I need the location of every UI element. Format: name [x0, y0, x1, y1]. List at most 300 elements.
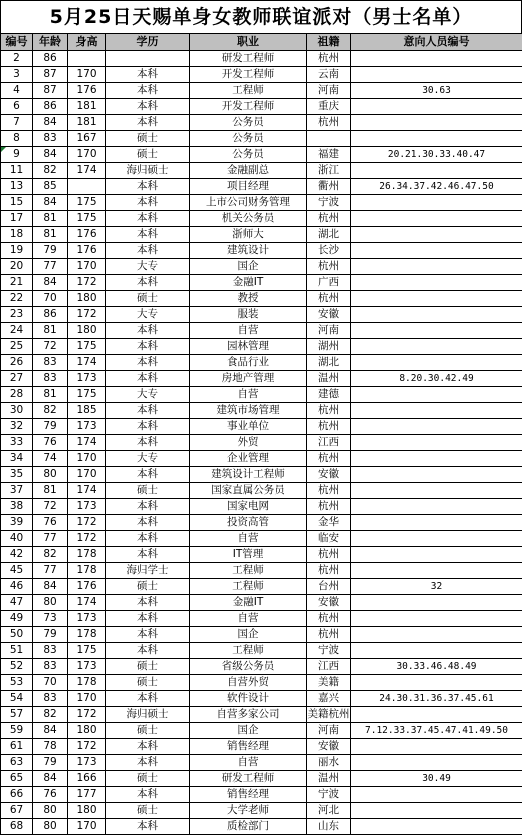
- cell-occupation[interactable]: 国家电网: [190, 499, 307, 515]
- cell-age[interactable]: 84: [33, 771, 68, 787]
- cell-origin[interactable]: 杭州: [307, 419, 351, 435]
- cell-origin[interactable]: 宁波: [307, 643, 351, 659]
- cell-height[interactable]: 167: [68, 131, 106, 147]
- cell-intent[interactable]: [351, 67, 522, 83]
- cell-height[interactable]: 166: [68, 771, 106, 787]
- cell-age[interactable]: 82: [33, 547, 68, 563]
- cell-intent[interactable]: [351, 403, 522, 419]
- cell-intent[interactable]: [351, 467, 522, 483]
- cell-occupation[interactable]: 销售经理: [190, 787, 307, 803]
- cell-age[interactable]: 83: [33, 371, 68, 387]
- cell-education[interactable]: 本科: [106, 275, 190, 291]
- cell-intent[interactable]: 30.63: [351, 83, 522, 99]
- cell-height[interactable]: 174: [68, 163, 106, 179]
- cell-occupation[interactable]: 浙师大: [190, 227, 307, 243]
- cell-occupation[interactable]: 投资高管: [190, 515, 307, 531]
- cell-origin[interactable]: 杭州: [307, 483, 351, 499]
- cell-id[interactable]: 40: [1, 531, 33, 547]
- cell-age[interactable]: 81: [33, 211, 68, 227]
- cell-age[interactable]: 84: [33, 723, 68, 739]
- cell-age[interactable]: 70: [33, 675, 68, 691]
- cell-height[interactable]: 175: [68, 195, 106, 211]
- cell-height[interactable]: 181: [68, 99, 106, 115]
- cell-id[interactable]: 19: [1, 243, 33, 259]
- cell-occupation[interactable]: 销售经理: [190, 739, 307, 755]
- cell-age[interactable]: 81: [33, 483, 68, 499]
- cell-origin[interactable]: 衢州: [307, 179, 351, 195]
- cell-height[interactable]: 173: [68, 419, 106, 435]
- cell-occupation[interactable]: 自营多家公司: [190, 707, 307, 723]
- cell-education[interactable]: 本科: [106, 339, 190, 355]
- cell-id[interactable]: 66: [1, 787, 33, 803]
- cell-origin[interactable]: 云南: [307, 67, 351, 83]
- cell-intent[interactable]: [351, 355, 522, 371]
- cell-intent[interactable]: [351, 803, 522, 819]
- cell-education[interactable]: 本科: [106, 195, 190, 211]
- cell-occupation[interactable]: 自营: [190, 755, 307, 771]
- cell-occupation[interactable]: 开发工程师: [190, 99, 307, 115]
- cell-id[interactable]: 3: [1, 67, 33, 83]
- cell-height[interactable]: 173: [68, 659, 106, 675]
- cell-intent[interactable]: [351, 195, 522, 211]
- cell-occupation[interactable]: 自营外贸: [190, 675, 307, 691]
- cell-occupation[interactable]: 建筑设计: [190, 243, 307, 259]
- cell-origin[interactable]: 长沙: [307, 243, 351, 259]
- cell-intent[interactable]: [351, 323, 522, 339]
- cell-height[interactable]: 170: [68, 147, 106, 163]
- cell-intent[interactable]: [351, 563, 522, 579]
- cell-height[interactable]: 170: [68, 819, 106, 835]
- cell-age[interactable]: 82: [33, 163, 68, 179]
- cell-occupation[interactable]: 公务员: [190, 147, 307, 163]
- cell-id[interactable]: 67: [1, 803, 33, 819]
- cell-id[interactable]: 22: [1, 291, 33, 307]
- cell-height[interactable]: 172: [68, 307, 106, 323]
- cell-id[interactable]: 54: [1, 691, 33, 707]
- cell-id[interactable]: 57: [1, 707, 33, 723]
- cell-age[interactable]: 84: [33, 579, 68, 595]
- cell-id[interactable]: 61: [1, 739, 33, 755]
- cell-education[interactable]: 大专: [106, 451, 190, 467]
- cell-occupation[interactable]: 研发工程师: [190, 771, 307, 787]
- cell-height[interactable]: 174: [68, 595, 106, 611]
- cell-id[interactable]: 11: [1, 163, 33, 179]
- cell-occupation[interactable]: 金融IT: [190, 275, 307, 291]
- cell-intent[interactable]: [351, 627, 522, 643]
- cell-origin[interactable]: 安徽: [307, 739, 351, 755]
- cell-id[interactable]: 13: [1, 179, 33, 195]
- cell-height[interactable]: 172: [68, 739, 106, 755]
- cell-education[interactable]: 本科: [106, 211, 190, 227]
- cell-intent[interactable]: [351, 163, 522, 179]
- cell-origin[interactable]: 宁波: [307, 195, 351, 211]
- cell-intent[interactable]: [351, 531, 522, 547]
- cell-age[interactable]: 77: [33, 531, 68, 547]
- cell-age[interactable]: 76: [33, 435, 68, 451]
- cell-age[interactable]: 80: [33, 595, 68, 611]
- cell-education[interactable]: 本科: [106, 611, 190, 627]
- cell-occupation[interactable]: 机关公务员: [190, 211, 307, 227]
- cell-occupation[interactable]: 建筑市场管理: [190, 403, 307, 419]
- cell-origin[interactable]: 杭州: [307, 627, 351, 643]
- cell-origin[interactable]: 湖北: [307, 227, 351, 243]
- cell-intent[interactable]: [351, 739, 522, 755]
- cell-origin[interactable]: 台州: [307, 579, 351, 595]
- cell-occupation[interactable]: 服装: [190, 307, 307, 323]
- cell-occupation[interactable]: 自营: [190, 531, 307, 547]
- cell-education[interactable]: 本科: [106, 819, 190, 835]
- cell-id[interactable]: 30: [1, 403, 33, 419]
- cell-occupation[interactable]: 国企: [190, 723, 307, 739]
- cell-origin[interactable]: 临安: [307, 531, 351, 547]
- cell-origin[interactable]: 福建: [307, 147, 351, 163]
- cell-education[interactable]: 大专: [106, 259, 190, 275]
- cell-intent[interactable]: [351, 611, 522, 627]
- cell-id[interactable]: 18: [1, 227, 33, 243]
- cell-id[interactable]: 42: [1, 547, 33, 563]
- cell-origin[interactable]: 杭州: [307, 499, 351, 515]
- cell-age[interactable]: 72: [33, 499, 68, 515]
- cell-intent[interactable]: [351, 387, 522, 403]
- cell-intent[interactable]: [351, 819, 522, 835]
- cell-height[interactable]: 174: [68, 435, 106, 451]
- cell-height[interactable]: 181: [68, 115, 106, 131]
- cell-id[interactable]: 27: [1, 371, 33, 387]
- cell-age[interactable]: 79: [33, 627, 68, 643]
- cell-height[interactable]: 170: [68, 467, 106, 483]
- cell-intent[interactable]: [351, 211, 522, 227]
- cell-occupation[interactable]: 教授: [190, 291, 307, 307]
- cell-education[interactable]: 本科: [106, 323, 190, 339]
- cell-intent[interactable]: [351, 275, 522, 291]
- col-header-age[interactable]: 年龄: [33, 34, 68, 51]
- cell-age[interactable]: 86: [33, 51, 68, 67]
- cell-id[interactable]: 46: [1, 579, 33, 595]
- cell-intent[interactable]: 8.20.30.42.49: [351, 371, 522, 387]
- cell-id[interactable]: 63: [1, 755, 33, 771]
- cell-occupation[interactable]: 食品行业: [190, 355, 307, 371]
- cell-origin[interactable]: 美籍杭州: [307, 707, 351, 723]
- cell-height[interactable]: 170: [68, 691, 106, 707]
- cell-education[interactable]: 本科: [106, 755, 190, 771]
- cell-id[interactable]: 9: [1, 147, 33, 163]
- cell-education[interactable]: 大专: [106, 307, 190, 323]
- cell-id[interactable]: 15: [1, 195, 33, 211]
- col-header-occupation[interactable]: 职业: [190, 34, 307, 51]
- cell-height[interactable]: 173: [68, 371, 106, 387]
- cell-education[interactable]: 本科: [106, 787, 190, 803]
- cell-education[interactable]: 本科: [106, 467, 190, 483]
- cell-id[interactable]: 34: [1, 451, 33, 467]
- cell-origin[interactable]: 金华: [307, 515, 351, 531]
- cell-education[interactable]: 本科: [106, 355, 190, 371]
- cell-age[interactable]: 83: [33, 691, 68, 707]
- cell-origin[interactable]: 安徽: [307, 595, 351, 611]
- cell-intent[interactable]: [351, 515, 522, 531]
- cell-height[interactable]: 173: [68, 611, 106, 627]
- cell-height[interactable]: 174: [68, 483, 106, 499]
- cell-intent[interactable]: [351, 787, 522, 803]
- cell-origin[interactable]: 湖州: [307, 339, 351, 355]
- cell-age[interactable]: 84: [33, 115, 68, 131]
- cell-origin[interactable]: 浙江: [307, 163, 351, 179]
- cell-origin[interactable]: 安徽: [307, 307, 351, 323]
- cell-height[interactable]: 170: [68, 259, 106, 275]
- cell-intent[interactable]: 30.33.46.48.49: [351, 659, 522, 675]
- cell-education[interactable]: 本科: [106, 739, 190, 755]
- cell-height[interactable]: 177: [68, 787, 106, 803]
- cell-origin[interactable]: 河南: [307, 723, 351, 739]
- cell-id[interactable]: 52: [1, 659, 33, 675]
- cell-id[interactable]: 51: [1, 643, 33, 659]
- cell-age[interactable]: 83: [33, 643, 68, 659]
- cell-intent[interactable]: 26.34.37.42.46.47.50: [351, 179, 522, 195]
- cell-age[interactable]: 77: [33, 259, 68, 275]
- cell-occupation[interactable]: 企业管理: [190, 451, 307, 467]
- cell-occupation[interactable]: 园林管理: [190, 339, 307, 355]
- cell-occupation[interactable]: 自营: [190, 611, 307, 627]
- cell-intent[interactable]: [351, 483, 522, 499]
- cell-intent[interactable]: 7.12.33.37.45.47.41.49.50: [351, 723, 522, 739]
- cell-occupation[interactable]: 工程师: [190, 83, 307, 99]
- cell-origin[interactable]: 重庆: [307, 99, 351, 115]
- cell-age[interactable]: 81: [33, 323, 68, 339]
- cell-height[interactable]: 173: [68, 755, 106, 771]
- cell-origin[interactable]: 湖北: [307, 355, 351, 371]
- cell-origin[interactable]: 河南: [307, 323, 351, 339]
- cell-intent[interactable]: [351, 99, 522, 115]
- cell-id[interactable]: 39: [1, 515, 33, 531]
- cell-education[interactable]: 本科: [106, 115, 190, 131]
- cell-age[interactable]: 80: [33, 803, 68, 819]
- cell-education[interactable]: 本科: [106, 243, 190, 259]
- cell-id[interactable]: 50: [1, 627, 33, 643]
- cell-intent[interactable]: [351, 307, 522, 323]
- cell-height[interactable]: 172: [68, 707, 106, 723]
- cell-education[interactable]: 硕士: [106, 675, 190, 691]
- cell-height[interactable]: 178: [68, 563, 106, 579]
- cell-age[interactable]: 74: [33, 451, 68, 467]
- cell-intent[interactable]: [351, 115, 522, 131]
- cell-education[interactable]: 本科: [106, 403, 190, 419]
- cell-id[interactable]: 6: [1, 99, 33, 115]
- cell-age[interactable]: 79: [33, 755, 68, 771]
- cell-education[interactable]: 海归学士: [106, 563, 190, 579]
- cell-occupation[interactable]: 自营: [190, 323, 307, 339]
- cell-height[interactable]: 178: [68, 675, 106, 691]
- cell-height[interactable]: 175: [68, 387, 106, 403]
- cell-intent[interactable]: [351, 51, 522, 67]
- col-header-education[interactable]: 学历: [106, 34, 190, 51]
- cell-height[interactable]: 180: [68, 723, 106, 739]
- cell-age[interactable]: 83: [33, 131, 68, 147]
- cell-height[interactable]: 174: [68, 355, 106, 371]
- cell-origin[interactable]: 杭州: [307, 611, 351, 627]
- cell-age[interactable]: 82: [33, 403, 68, 419]
- cell-occupation[interactable]: 公务员: [190, 131, 307, 147]
- col-header-height[interactable]: 身高: [68, 34, 106, 51]
- cell-occupation[interactable]: 自营: [190, 387, 307, 403]
- cell-id[interactable]: 21: [1, 275, 33, 291]
- cell-id[interactable]: 65: [1, 771, 33, 787]
- cell-origin[interactable]: 杭州: [307, 51, 351, 67]
- cell-origin[interactable]: 山东: [307, 819, 351, 835]
- cell-education[interactable]: 本科: [106, 595, 190, 611]
- cell-education[interactable]: 本科: [106, 515, 190, 531]
- cell-origin[interactable]: 江西: [307, 659, 351, 675]
- cell-education[interactable]: 本科: [106, 67, 190, 83]
- cell-occupation[interactable]: 工程师: [190, 563, 307, 579]
- cell-intent[interactable]: [351, 291, 522, 307]
- cell-origin[interactable]: 杭州: [307, 547, 351, 563]
- cell-occupation[interactable]: 国家直属公务员: [190, 483, 307, 499]
- cell-intent[interactable]: [351, 451, 522, 467]
- cell-occupation[interactable]: 公务员: [190, 115, 307, 131]
- cell-age[interactable]: 87: [33, 67, 68, 83]
- cell-intent[interactable]: [351, 131, 522, 147]
- cell-id[interactable]: 38: [1, 499, 33, 515]
- cell-age[interactable]: 79: [33, 419, 68, 435]
- cell-intent[interactable]: [351, 259, 522, 275]
- cell-height[interactable]: 180: [68, 291, 106, 307]
- cell-occupation[interactable]: 质检部门: [190, 819, 307, 835]
- cell-education[interactable]: 硕士: [106, 131, 190, 147]
- cell-age[interactable]: 80: [33, 467, 68, 483]
- cell-age[interactable]: 76: [33, 515, 68, 531]
- cell-education[interactable]: 海归硕士: [106, 707, 190, 723]
- cell-origin[interactable]: 温州: [307, 371, 351, 387]
- cell-id[interactable]: 37: [1, 483, 33, 499]
- cell-height[interactable]: 170: [68, 67, 106, 83]
- cell-age[interactable]: 83: [33, 355, 68, 371]
- cell-education[interactable]: 本科: [106, 627, 190, 643]
- cell-height[interactable]: 175: [68, 643, 106, 659]
- cell-education[interactable]: 本科: [106, 371, 190, 387]
- cell-occupation[interactable]: 省级公务员: [190, 659, 307, 675]
- cell-education[interactable]: 本科: [106, 99, 190, 115]
- cell-intent[interactable]: [351, 243, 522, 259]
- cell-intent[interactable]: [351, 595, 522, 611]
- col-header-intent[interactable]: 意向人员编号: [351, 34, 522, 51]
- col-header-id[interactable]: 编号: [1, 34, 33, 51]
- cell-education[interactable]: 本科: [106, 643, 190, 659]
- cell-education[interactable]: 本科: [106, 83, 190, 99]
- cell-age[interactable]: 86: [33, 99, 68, 115]
- cell-age[interactable]: 81: [33, 387, 68, 403]
- cell-education[interactable]: 本科: [106, 499, 190, 515]
- cell-id[interactable]: 8: [1, 131, 33, 147]
- cell-education[interactable]: 本科: [106, 547, 190, 563]
- cell-id[interactable]: 7: [1, 115, 33, 131]
- cell-age[interactable]: 87: [33, 83, 68, 99]
- cell-occupation[interactable]: 大学老师: [190, 803, 307, 819]
- cell-age[interactable]: 83: [33, 659, 68, 675]
- cell-age[interactable]: 70: [33, 291, 68, 307]
- cell-education[interactable]: 本科: [106, 179, 190, 195]
- cell-occupation[interactable]: 上市公司财务管理: [190, 195, 307, 211]
- cell-education[interactable]: 本科: [106, 419, 190, 435]
- cell-education[interactable]: 本科: [106, 531, 190, 547]
- cell-occupation[interactable]: 金融IT: [190, 595, 307, 611]
- cell-id[interactable]: 45: [1, 563, 33, 579]
- cell-origin[interactable]: [307, 131, 351, 147]
- cell-occupation[interactable]: 事业单位: [190, 419, 307, 435]
- cell-age[interactable]: 76: [33, 787, 68, 803]
- cell-id[interactable]: 28: [1, 387, 33, 403]
- cell-intent[interactable]: [351, 419, 522, 435]
- cell-origin[interactable]: 丽水: [307, 755, 351, 771]
- cell-origin[interactable]: 安徽: [307, 467, 351, 483]
- cell-occupation[interactable]: 工程师: [190, 643, 307, 659]
- cell-origin[interactable]: 杭州: [307, 563, 351, 579]
- cell-height[interactable]: 172: [68, 515, 106, 531]
- cell-age[interactable]: 78: [33, 739, 68, 755]
- cell-origin[interactable]: 温州: [307, 771, 351, 787]
- cell-origin[interactable]: 江西: [307, 435, 351, 451]
- cell-age[interactable]: 86: [33, 307, 68, 323]
- cell-height[interactable]: 172: [68, 531, 106, 547]
- cell-occupation[interactable]: 房地产管理: [190, 371, 307, 387]
- cell-age[interactable]: 82: [33, 707, 68, 723]
- cell-intent[interactable]: [351, 435, 522, 451]
- cell-height[interactable]: 180: [68, 323, 106, 339]
- cell-intent[interactable]: [351, 227, 522, 243]
- cell-intent[interactable]: 30.49: [351, 771, 522, 787]
- cell-origin[interactable]: 杭州: [307, 403, 351, 419]
- cell-education[interactable]: 硕士: [106, 291, 190, 307]
- cell-height[interactable]: [68, 179, 106, 195]
- cell-height[interactable]: 176: [68, 579, 106, 595]
- cell-origin[interactable]: 杭州: [307, 291, 351, 307]
- cell-age[interactable]: 81: [33, 227, 68, 243]
- cell-origin[interactable]: 广西: [307, 275, 351, 291]
- cell-education[interactable]: 硕士: [106, 723, 190, 739]
- cell-age[interactable]: 84: [33, 147, 68, 163]
- col-header-origin[interactable]: 祖籍: [307, 34, 351, 51]
- cell-education[interactable]: 硕士: [106, 659, 190, 675]
- cell-origin[interactable]: 宁波: [307, 787, 351, 803]
- cell-education[interactable]: 硕士: [106, 579, 190, 595]
- cell-intent[interactable]: [351, 547, 522, 563]
- cell-id[interactable]: 23: [1, 307, 33, 323]
- cell-intent[interactable]: [351, 339, 522, 355]
- cell-age[interactable]: 85: [33, 179, 68, 195]
- cell-occupation[interactable]: 外贸: [190, 435, 307, 451]
- cell-occupation[interactable]: 项目经理: [190, 179, 307, 195]
- cell-education[interactable]: 本科: [106, 435, 190, 451]
- cell-id[interactable]: 47: [1, 595, 33, 611]
- cell-education[interactable]: 硕士: [106, 771, 190, 787]
- cell-occupation[interactable]: 国企: [190, 259, 307, 275]
- cell-id[interactable]: 53: [1, 675, 33, 691]
- cell-id[interactable]: 25: [1, 339, 33, 355]
- cell-occupation[interactable]: 金融副总: [190, 163, 307, 179]
- cell-id[interactable]: 17: [1, 211, 33, 227]
- cell-height[interactable]: 176: [68, 227, 106, 243]
- cell-education[interactable]: 大专: [106, 387, 190, 403]
- cell-age[interactable]: 73: [33, 611, 68, 627]
- cell-height[interactable]: 176: [68, 243, 106, 259]
- cell-age[interactable]: 84: [33, 275, 68, 291]
- cell-origin[interactable]: 河南: [307, 83, 351, 99]
- cell-education[interactable]: 本科: [106, 691, 190, 707]
- cell-intent[interactable]: [351, 643, 522, 659]
- cell-id[interactable]: 49: [1, 611, 33, 627]
- cell-education[interactable]: 硕士: [106, 803, 190, 819]
- cell-origin[interactable]: 建德: [307, 387, 351, 403]
- cell-height[interactable]: 170: [68, 451, 106, 467]
- cell-origin[interactable]: 杭州: [307, 451, 351, 467]
